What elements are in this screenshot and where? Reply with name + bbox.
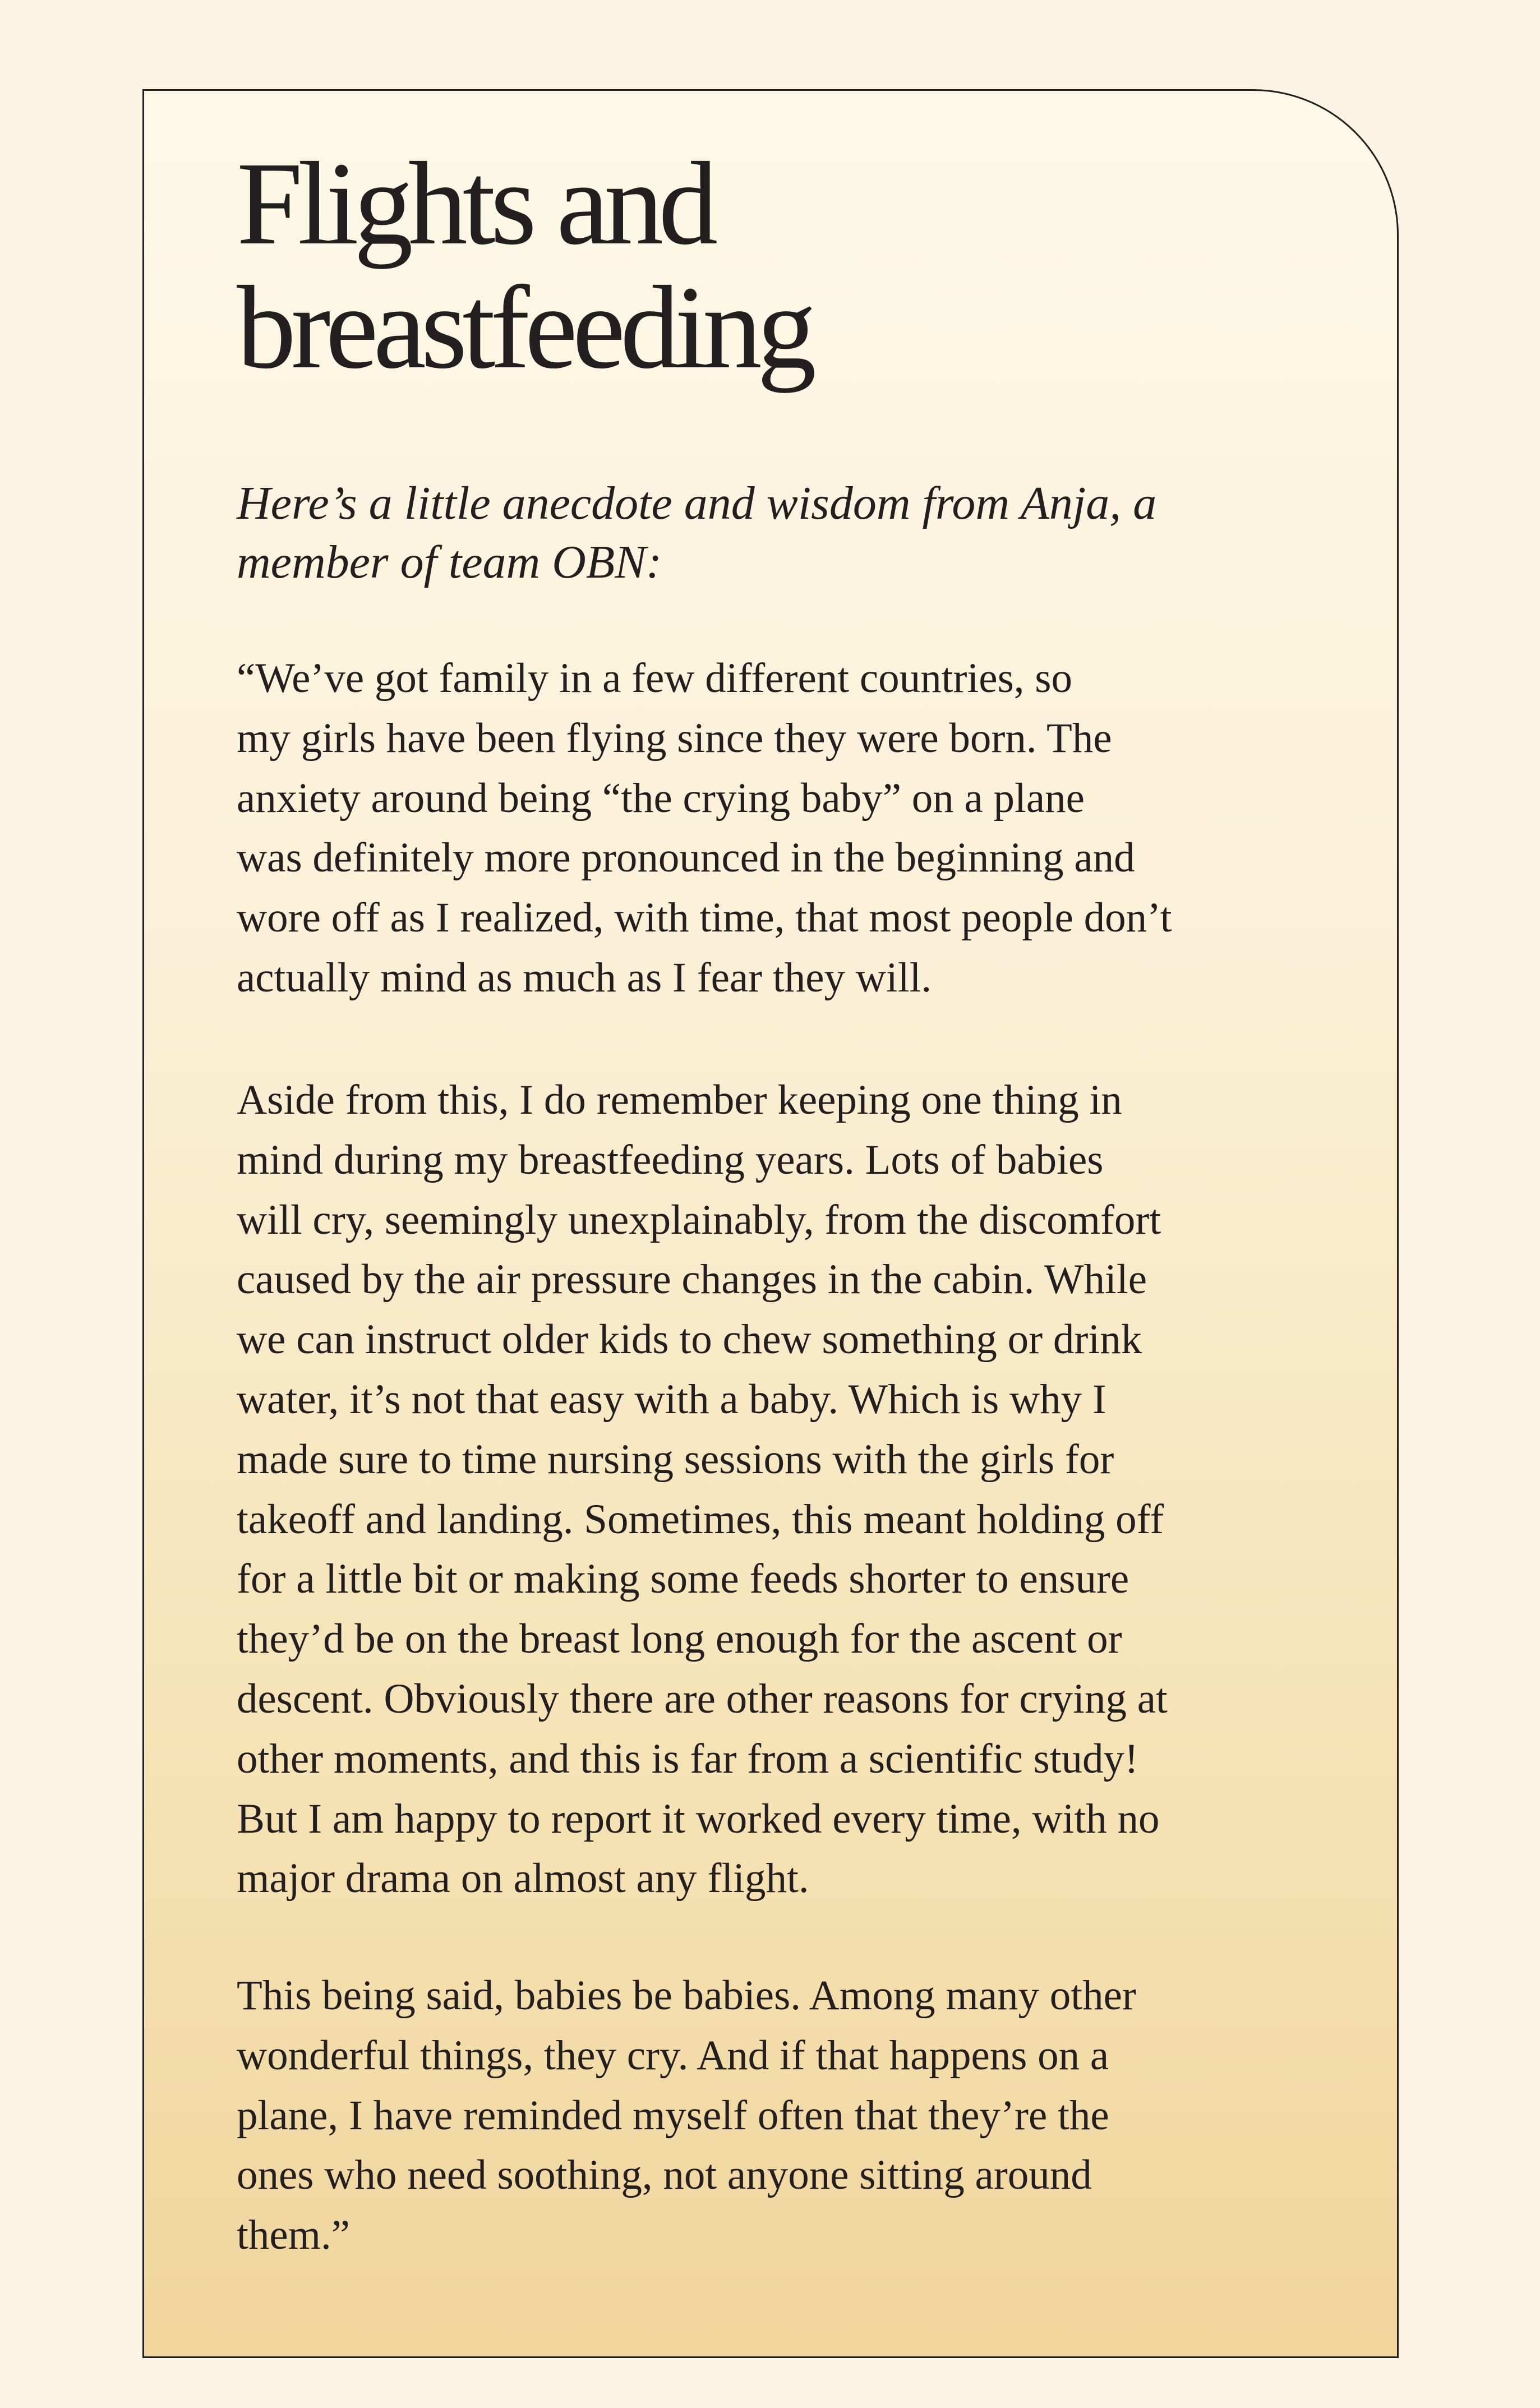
paragraph-line: descent. Obviously there are other reasons for crying at [237, 1675, 1168, 1722]
title-line: Flights and [237, 137, 713, 269]
subtitle-line: member of team OBN: [237, 536, 662, 588]
paragraph-line: actually mind as much as I fear they will. [237, 954, 932, 1001]
paragraph-line: wore off as I realized, with time, that most people don’t [237, 894, 1172, 942]
paragraph-line: caused by the air pressure changes in the cabin. While [237, 1256, 1147, 1303]
paragraph-line: was definitely more pronounced in the beginning and [237, 834, 1135, 882]
title-line: breastfeeding [237, 261, 812, 393]
quote-paragraph-2 [237, 1071, 1168, 1909]
paragraph-line: major drama on almost any flight. [237, 1855, 809, 1902]
paragraph-line: other moments, and this is far from a scientific study! [237, 1735, 1138, 1782]
paragraph-line: But I am happy to report it worked every time, with no [237, 1795, 1160, 1842]
paragraph-line: for a little bit or making some feeds shorter to ensure [237, 1556, 1129, 1603]
paragraph-line: my girls have been flying since they were born. The [237, 714, 1112, 762]
paragraph-line: “We’ve got family in a few different countries, so [237, 655, 1072, 702]
paragraph-line: we can instruct older kids to chew something or drink [237, 1316, 1142, 1363]
paragraph-line: mind during my breastfeeding years. Lots of babies [237, 1136, 1104, 1183]
quote-paragraph-3 [237, 1966, 1136, 2266]
paragraph-line: Aside from this, I do remember keeping one thing in [237, 1077, 1122, 1123]
paragraph-line: takeoff and landing. Sometimes, this meant holding off [237, 1496, 1164, 1543]
page-title [237, 137, 812, 393]
paragraph-line: made sure to time nursing sessions with the girls for [237, 1436, 1114, 1483]
paragraph-line: will cry, seemingly unexplainably, from the discomfort [237, 1196, 1161, 1243]
paragraph-line: This being said, babies be babies. Among many other [237, 1972, 1136, 2019]
subtitle-line: Here’s a little anecdote and wisdom from Anja, a [237, 477, 1157, 529]
quote-paragraph-1 [237, 649, 1172, 1008]
paragraph-line: they’d be on the breast long enough for the ascent or [237, 1616, 1122, 1663]
paragraph-line: anxiety around being “the crying baby” on a plane [237, 774, 1085, 822]
paragraph-line: water, it’s not that easy with a baby. Which is why I [237, 1376, 1106, 1423]
paragraph-line: ones who need soothing, not anyone sitting around [237, 2152, 1092, 2199]
paragraph-line: them.” [237, 2212, 351, 2259]
paragraph-line: wonderful things, they cry. And if that happens on a [237, 2032, 1109, 2079]
subtitle [237, 474, 1156, 592]
paragraph-line: plane, I have reminded myself often that they’re the [237, 2092, 1109, 2139]
